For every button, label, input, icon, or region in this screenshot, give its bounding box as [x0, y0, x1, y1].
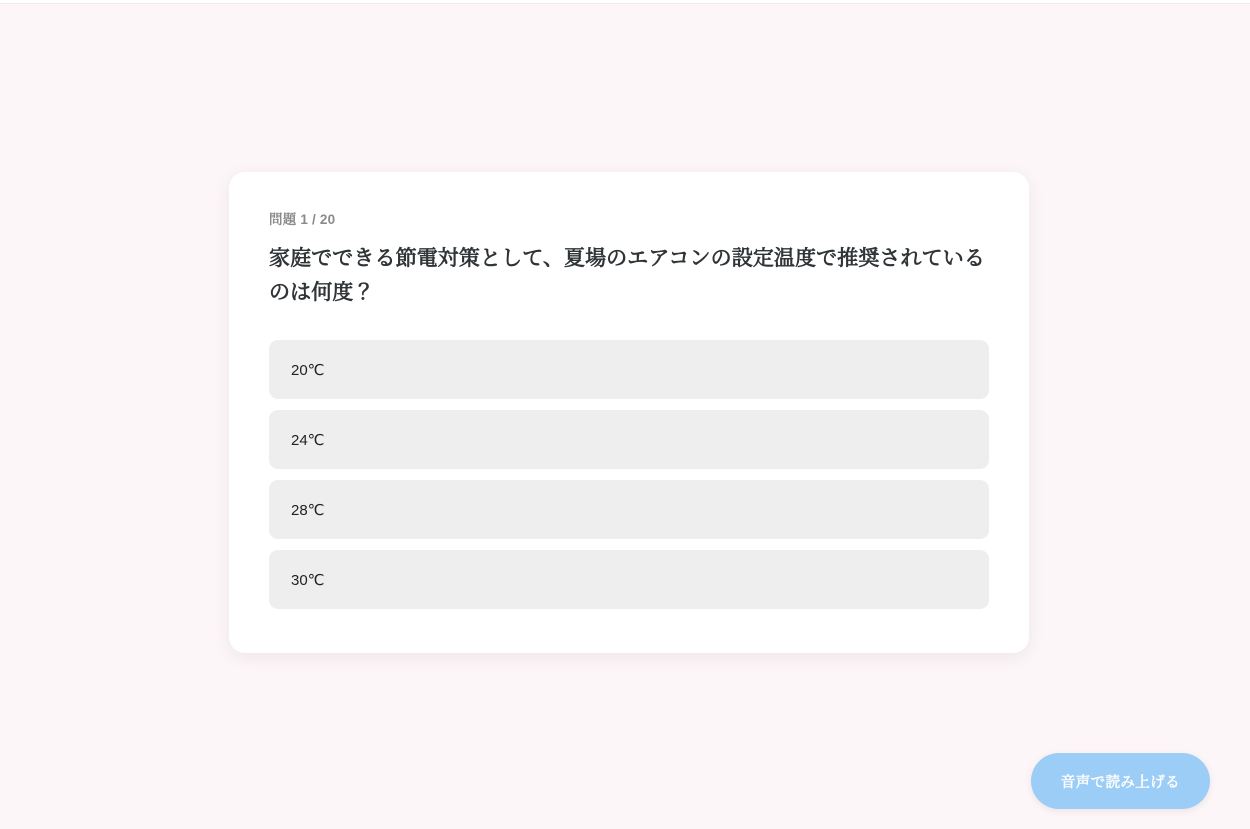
question-text: 家庭でできる節電対策として、夏場のエアコンの設定温度で推奨されているのは何度？ — [269, 247, 985, 305]
choice-option-4[interactable]: 30℃ — [269, 550, 989, 609]
choice-list — [269, 340, 989, 609]
quiz-card — [229, 172, 1029, 653]
choice-option-1[interactable]: 20℃ — [269, 340, 989, 399]
choice-option-2[interactable]: 24℃ — [269, 410, 989, 469]
question-progress: 問題 1 / 20 — [269, 212, 336, 227]
page-background — [0, 4, 1250, 829]
choice-option-3[interactable]: 28℃ — [269, 480, 989, 539]
text-to-speech-button[interactable]: 音声で読み上げる — [1031, 753, 1210, 809]
